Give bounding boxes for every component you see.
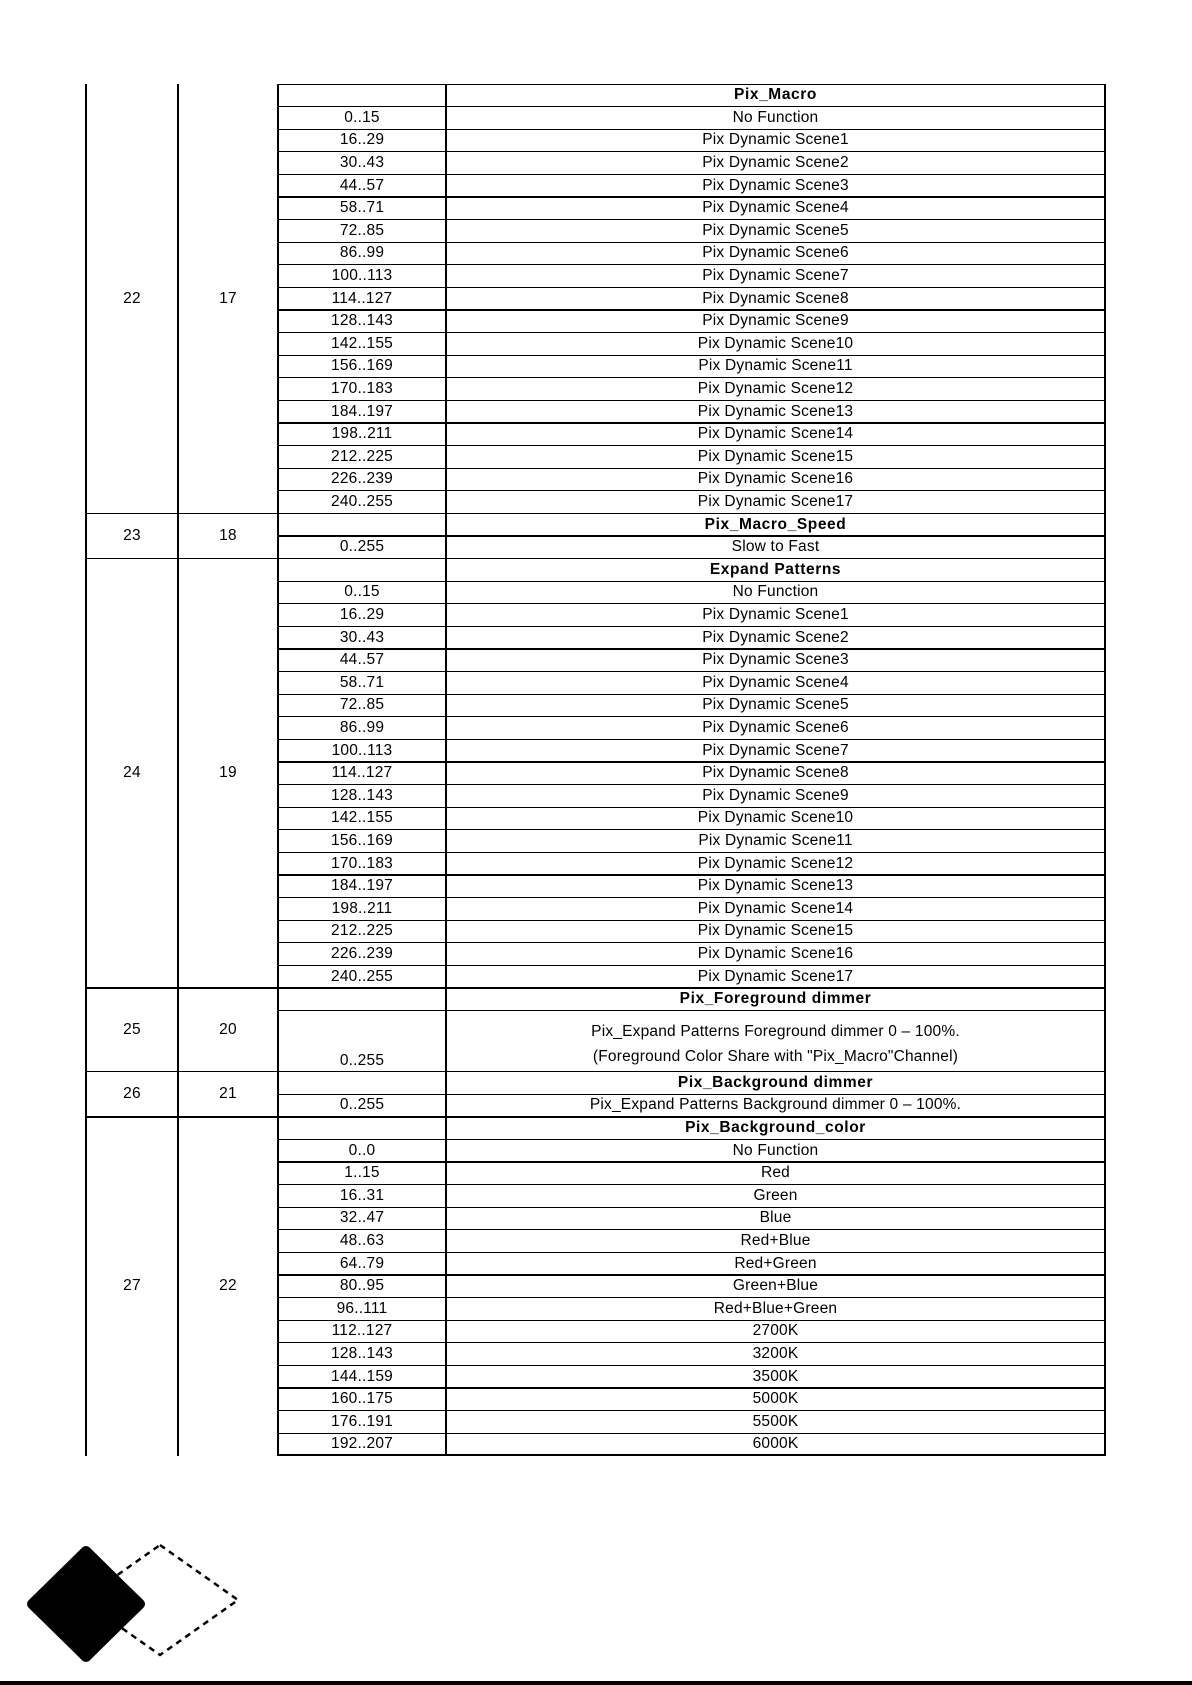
dmx-range: 0..0 — [348, 1141, 376, 1159]
dmx-range: 114..127 — [331, 289, 393, 307]
function-description: Pix Dynamic Scene1 — [702, 606, 849, 624]
function-description: Pix Dynamic Scene10 — [697, 334, 854, 352]
dmx-range: 0..15 — [344, 108, 380, 126]
function-description: Pix Dynamic Scene5 — [702, 696, 849, 714]
dmx-range: 176..191 — [331, 1412, 393, 1430]
function-description: No Function — [732, 108, 819, 126]
row-rule — [278, 1454, 1105, 1455]
channel-number-alt: 21 — [219, 1085, 237, 1103]
dmx-range: 86..99 — [339, 244, 385, 262]
channel-cell-group — [86, 1117, 278, 1456]
function-description: Pix Dynamic Scene11 — [698, 357, 853, 375]
function-description: Pix Dynamic Scene7 — [702, 741, 849, 759]
function-description: Red+Blue+Green — [713, 1299, 838, 1317]
function-description: 3500K — [752, 1367, 799, 1385]
channel-cell-group — [86, 559, 278, 988]
channel-number: 22 — [123, 289, 141, 307]
channel-number: 23 — [123, 526, 141, 544]
function-description: Pix Dynamic Scene2 — [702, 154, 849, 172]
function-description: Red — [760, 1164, 791, 1182]
dmx-range: 100..113 — [331, 741, 393, 759]
channel-cell-group — [86, 513, 278, 558]
function-header: Pix_Background_color — [685, 1119, 866, 1137]
function-description: Pix Dynamic Scene13 — [697, 877, 854, 895]
function-description: Red+Green — [734, 1254, 817, 1272]
channel-number: 25 — [123, 1020, 141, 1038]
function-header: Expand Patterns — [709, 560, 842, 578]
function-description: Pix Dynamic Scene6 — [702, 719, 849, 737]
function-line: (Foreground Color Share with "Pix_Macro"Channel) — [592, 1048, 959, 1066]
filled-diamond-icon — [32, 1551, 140, 1657]
function-description: Pix Dynamic Scene3 — [702, 176, 849, 194]
dmx-range: 44..57 — [339, 176, 385, 194]
channel-number-alt: 19 — [219, 764, 237, 782]
function-description: Pix Dynamic Scene15 — [697, 447, 854, 465]
dmx-range: 72..85 — [339, 221, 385, 239]
dmx-range: 240..255 — [331, 493, 393, 511]
function-description: Pix Dynamic Scene11 — [698, 832, 853, 850]
column-rule — [1104, 84, 1106, 1456]
dmx-range: 184..197 — [331, 877, 393, 895]
dmx-range: 170..183 — [331, 854, 393, 872]
function-header: Pix_Macro — [734, 86, 817, 104]
dmx-range: 30..43 — [339, 628, 385, 646]
function-description: Pix Dynamic Scene13 — [697, 402, 854, 420]
dmx-range: 44..57 — [339, 651, 385, 669]
dmx-range: 128..143 — [331, 312, 393, 330]
dmx-range: 128..143 — [331, 1345, 393, 1363]
function-description: Pix Dynamic Scene6 — [702, 244, 849, 262]
column-rule — [277, 84, 278, 1456]
dmx-range: 100..113 — [331, 267, 393, 285]
dmx-range: 0..255 — [339, 1051, 385, 1069]
dmx-range: 156..169 — [331, 832, 393, 850]
function-description: Red+Blue — [740, 1232, 811, 1250]
channel-number-alt: 18 — [219, 526, 237, 544]
dmx-range: 198..211 — [331, 899, 393, 917]
function-description: Pix Dynamic Scene16 — [697, 470, 854, 488]
function-description: Pix Dynamic Scene3 — [702, 651, 849, 669]
function-description: 2700K — [752, 1322, 799, 1340]
function-description: Pix Dynamic Scene7 — [702, 267, 849, 285]
dmx-range: 144..159 — [331, 1367, 393, 1385]
channel-number-alt: 20 — [219, 1020, 237, 1038]
function-description: Blue — [759, 1209, 792, 1227]
dmx-range: 16..29 — [339, 606, 385, 624]
dmx-range: 128..143 — [331, 786, 393, 804]
dmx-range: 142..155 — [331, 809, 393, 827]
function-header: Pix_Macro_Speed — [704, 515, 847, 533]
brand-logo — [24, 1540, 254, 1670]
dmx-range: 58..71 — [339, 673, 385, 691]
dmx-range: 240..255 — [331, 967, 393, 985]
channel-cell-group — [86, 1072, 278, 1117]
column-rule — [177, 84, 179, 1456]
function-description: Pix Dynamic Scene2 — [702, 628, 849, 646]
dmx-range: 0..255 — [339, 538, 385, 556]
function-description: Pix Dynamic Scene9 — [702, 312, 849, 330]
dmx-range: 192..207 — [331, 1435, 393, 1453]
function-description — [446, 1011, 1105, 1072]
dmx-range: 72..85 — [339, 696, 385, 714]
function-description: Slow to Fast — [731, 538, 820, 556]
function-description: Pix Dynamic Scene10 — [697, 809, 854, 827]
function-description: Pix Dynamic Scene17 — [697, 493, 854, 511]
dmx-range: 160..175 — [331, 1390, 393, 1408]
dmx-channel-table — [86, 84, 1105, 1456]
row-rule — [278, 84, 1105, 85]
dmx-range: 30..43 — [339, 154, 385, 172]
channel-number-alt: 17 — [219, 289, 237, 307]
function-description: Pix Dynamic Scene8 — [702, 289, 849, 307]
column-rule — [445, 84, 447, 1456]
dmx-range: 156..169 — [331, 357, 393, 375]
function-description: No Function — [732, 583, 819, 601]
function-description: Pix Dynamic Scene5 — [702, 221, 849, 239]
dmx-range: 212..225 — [331, 922, 393, 940]
dmx-range: 226..239 — [331, 470, 393, 488]
dmx-range: 58..71 — [339, 199, 385, 217]
function-description: Pix Dynamic Scene9 — [702, 786, 849, 804]
dmx-range: 16..31 — [339, 1186, 385, 1204]
dmx-range: 112..127 — [331, 1322, 393, 1340]
dmx-range: 0..15 — [344, 583, 380, 601]
function-description: Green+Blue — [732, 1277, 819, 1295]
dmx-range: 1..15 — [344, 1164, 380, 1182]
function-line: Pix_Expand Patterns Foreground dimmer 0 – 100%. — [591, 1023, 960, 1041]
function-description: 6000K — [752, 1435, 799, 1453]
function-description: Pix_Expand Patterns Background dimmer 0 – 100%. — [589, 1096, 962, 1114]
function-description: Pix Dynamic Scene15 — [697, 922, 854, 940]
function-header: Pix_Background dimmer — [677, 1073, 874, 1091]
dmx-range: 86..99 — [339, 719, 385, 737]
channel-cell-group — [86, 84, 278, 513]
function-description: Pix Dynamic Scene12 — [697, 380, 854, 398]
dmx-range: 0..255 — [339, 1096, 385, 1114]
function-description: Pix Dynamic Scene14 — [697, 899, 854, 917]
channel-number: 24 — [123, 764, 141, 782]
function-description: 5500K — [752, 1412, 799, 1430]
function-description: Pix Dynamic Scene17 — [697, 967, 854, 985]
dmx-range: 142..155 — [331, 334, 393, 352]
channel-cell-group — [86, 988, 278, 1072]
function-description: Green — [753, 1186, 798, 1204]
function-description: Pix Dynamic Scene16 — [697, 945, 854, 963]
dmx-range: 170..183 — [331, 380, 393, 398]
dmx-range: 80..95 — [339, 1277, 385, 1295]
dmx-range: 16..29 — [339, 131, 385, 149]
function-header: Pix_Foreground dimmer — [679, 990, 872, 1008]
dmx-range: 64..79 — [339, 1254, 385, 1272]
channel-number: 27 — [123, 1277, 141, 1295]
function-description: Pix Dynamic Scene14 — [697, 425, 854, 443]
function-description: Pix Dynamic Scene8 — [702, 764, 849, 782]
function-description: 3200K — [752, 1345, 799, 1363]
function-description: Pix Dynamic Scene1 — [702, 131, 849, 149]
dmx-range: 198..211 — [331, 425, 393, 443]
dmx-range: 212..225 — [331, 447, 393, 465]
page-bottom-rule — [0, 1681, 1192, 1685]
dmx-range: 32..47 — [339, 1209, 385, 1227]
dmx-range: 48..63 — [339, 1232, 385, 1250]
function-description: Pix Dynamic Scene4 — [702, 673, 849, 691]
channel-number: 26 — [123, 1085, 141, 1103]
column-rule — [85, 84, 87, 1456]
function-description: 5000K — [752, 1390, 799, 1408]
dmx-range: 96..111 — [336, 1299, 388, 1317]
dmx-range: 114..127 — [331, 764, 393, 782]
dmx-range: 184..197 — [331, 402, 393, 420]
function-description: No Function — [732, 1141, 819, 1159]
function-description: Pix Dynamic Scene4 — [702, 199, 849, 217]
channel-number-alt: 22 — [219, 1277, 237, 1295]
dmx-range: 226..239 — [331, 945, 393, 963]
function-description: Pix Dynamic Scene12 — [697, 854, 854, 872]
